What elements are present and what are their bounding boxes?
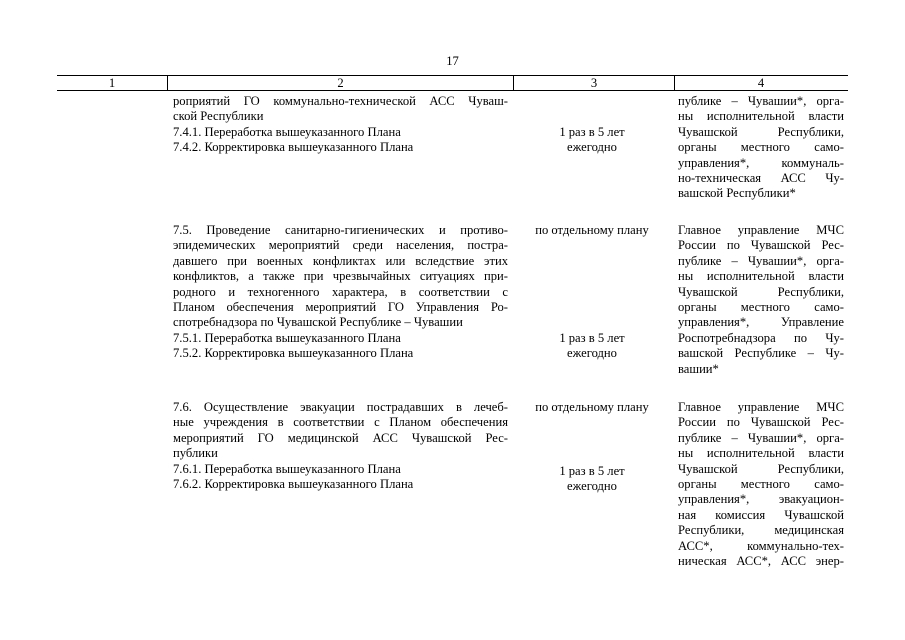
- text-line: публики: [173, 446, 218, 461]
- text-line: Чувашской Республики,: [678, 461, 844, 476]
- text-line: вашской Республике – Чу-: [678, 346, 844, 361]
- text-line: 7.5. Проведение санитарно-гигиенических и противо-: [173, 223, 508, 237]
- deadline-line: по отдельному плану: [535, 223, 649, 237]
- text-line: ской Республики: [173, 109, 264, 124]
- text-line: ны исполнительной власти: [678, 269, 844, 284]
- block1-responsible: [678, 94, 844, 202]
- text-line: публике – Чувашии*, орга-: [678, 430, 844, 445]
- text-line: Чувашской Республики,: [678, 124, 844, 139]
- block2-deadline: [518, 331, 666, 362]
- subitem-7-6-2: 7.6.2. Корректировка вышеуказанного Плана: [173, 476, 414, 491]
- text-line: органы местного само-: [678, 476, 844, 491]
- text-line: ная комиссия Чувашской: [678, 507, 844, 522]
- text-line: спотребнадзора по Чувашской Республике – Чувашии: [173, 315, 463, 330]
- text-line: вашской Республики*: [678, 186, 796, 201]
- text-line: родного и техногенного характера, в соответствии с: [173, 284, 508, 299]
- subitem-7-5-1: 7.5.1. Переработка вышеуказанного Плана: [173, 330, 401, 345]
- block3-deadline-top: [518, 400, 666, 415]
- deadline-line: ежегодно: [567, 346, 617, 361]
- subitem-7-4-2: 7.4.2. Корректировка вышеуказанного Плана: [173, 140, 414, 155]
- block3-measure-text: [173, 400, 508, 492]
- table-header-row: [57, 75, 848, 91]
- text-line: России по Чувашской Рес-: [678, 415, 844, 430]
- deadline-line: 1 раз в 5 лет: [559, 463, 625, 478]
- text-line: публике – Чувашии*, орга-: [678, 253, 844, 268]
- text-line: ны исполнительной власти: [678, 446, 844, 461]
- deadline-line: 1 раз в 5 лет: [559, 124, 625, 139]
- subitem-7-5-2: 7.5.2. Корректировка вышеуказанного Плана: [173, 346, 414, 361]
- text-line: органы местного само-: [678, 299, 844, 314]
- block1-measure-text: [173, 94, 508, 156]
- text-line: Республики, медицинская: [678, 523, 844, 538]
- header-col-1: 1: [108, 76, 116, 90]
- deadline-line: по отдельному плану: [535, 400, 649, 414]
- deadline-line: ежегодно: [567, 140, 617, 155]
- block2-deadline-top: [518, 223, 666, 238]
- header-col-3: 3: [590, 76, 598, 90]
- header-col-2: 2: [337, 76, 344, 90]
- text-line: Роспотребнадзора по Чу-: [678, 330, 844, 345]
- text-line: ническая АСС*, АСС энер-: [678, 553, 844, 568]
- text-line: публике – Чувашии*, орга-: [678, 94, 844, 108]
- text-line: Главное управление МЧС: [678, 223, 844, 237]
- text-line: Планом обеспечения мероприятий ГО Управления Ро-: [173, 299, 508, 314]
- text-line: роприятий ГО коммунально-технической АСС Чуваш-: [173, 94, 508, 108]
- text-line: управления*, Управление: [678, 315, 844, 330]
- block1-deadline: [518, 125, 666, 156]
- block2-measure-text: [173, 223, 508, 362]
- text-line: Чувашской Республики,: [678, 284, 844, 299]
- block3-responsible: [678, 400, 844, 569]
- block3-deadline: [518, 464, 666, 495]
- text-line: управления*, коммуналь-: [678, 155, 844, 170]
- text-line: органы местного само-: [678, 140, 844, 155]
- page-number: 17: [446, 54, 459, 68]
- subitem-7-6-1: 7.6.1. Переработка вышеуказанного Плана: [173, 461, 401, 476]
- header-col-4: 4: [757, 76, 765, 90]
- text-line: России по Чувашской Рес-: [678, 238, 844, 253]
- block2-responsible: [678, 223, 844, 377]
- text-line: АСС*, коммунально-тех-: [678, 538, 844, 553]
- deadline-line: ежегодно: [567, 478, 617, 493]
- subitem-7-4-1: 7.4.1. Переработка вышеуказанного Плана: [173, 124, 401, 139]
- text-line: но-техническая АСС Чу-: [678, 170, 844, 185]
- text-line: конфликтов, а также при чрезвычайных ситуациях при-: [173, 269, 508, 284]
- text-line: мероприятий ГО медицинской АСС Чувашской Рес-: [173, 430, 508, 445]
- text-line: эпидемических мероприятий среди населения, постра-: [173, 238, 508, 253]
- text-line: давшего при военных конфликтах или вследствие этих: [173, 253, 508, 268]
- text-line: вашии*: [678, 361, 719, 376]
- deadline-line: 1 раз в 5 лет: [559, 330, 625, 345]
- text-line: управления*, эвакуацион-: [678, 492, 844, 507]
- text-line: Главное управление МЧС: [678, 400, 844, 414]
- text-line: ны исполнительной власти: [678, 109, 844, 124]
- text-line: 7.6. Осуществление эвакуации пострадавших в лечеб-: [173, 400, 508, 414]
- text-line: ные учреждения в соответствии с Планом обеспечения: [173, 415, 508, 430]
